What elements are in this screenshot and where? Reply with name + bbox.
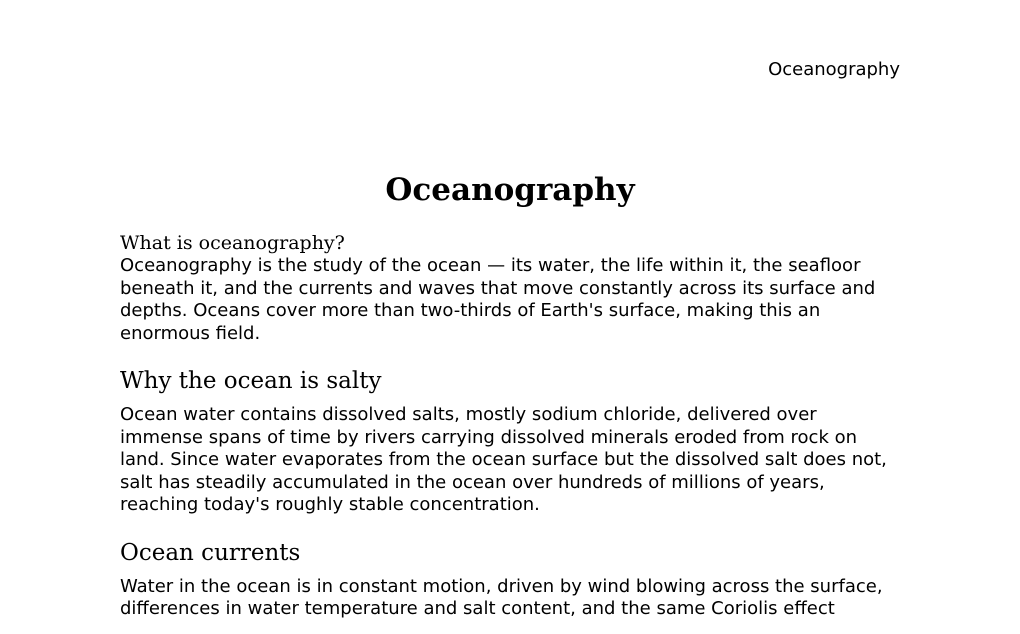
section-salty-ocean xyxy=(120,367,900,517)
document-body xyxy=(120,170,900,621)
document-subtitle: What is oceanography? xyxy=(120,232,345,254)
section-ocean-currents xyxy=(120,539,900,621)
intro-paragraph: Oceanography is the study of the ocean — its water, the life within it, the seafloor beneath it, and the currents and waves that move constantly across its surface and depths. Oceans cover more than two-thirds of Earth's surface, making this an enormous field. xyxy=(120,255,876,344)
section-heading: Ocean currents xyxy=(120,539,301,566)
running-header: Oceanography xyxy=(768,59,900,80)
section-paragraph: Water in the ocean is in constant motion, driven by wind blowing across the surface, differences in water temperature and salt content, and the same Coriolis effect xyxy=(120,575,883,619)
document-title: Oceanography xyxy=(385,172,635,208)
section-heading: Why the ocean is salty xyxy=(120,368,382,394)
section-paragraph: Ocean water contains dissolved salts, mostly sodium chloride, delivered over immense spans of time by rivers carrying dissolved minerals eroded from rock on land. Since water evaporates from the ocean surface but the dissolved salt does not, salt has steadily accumulated in the ocean over hundreds of millions of years, reaching today's roughly stable concentration. xyxy=(120,404,887,515)
